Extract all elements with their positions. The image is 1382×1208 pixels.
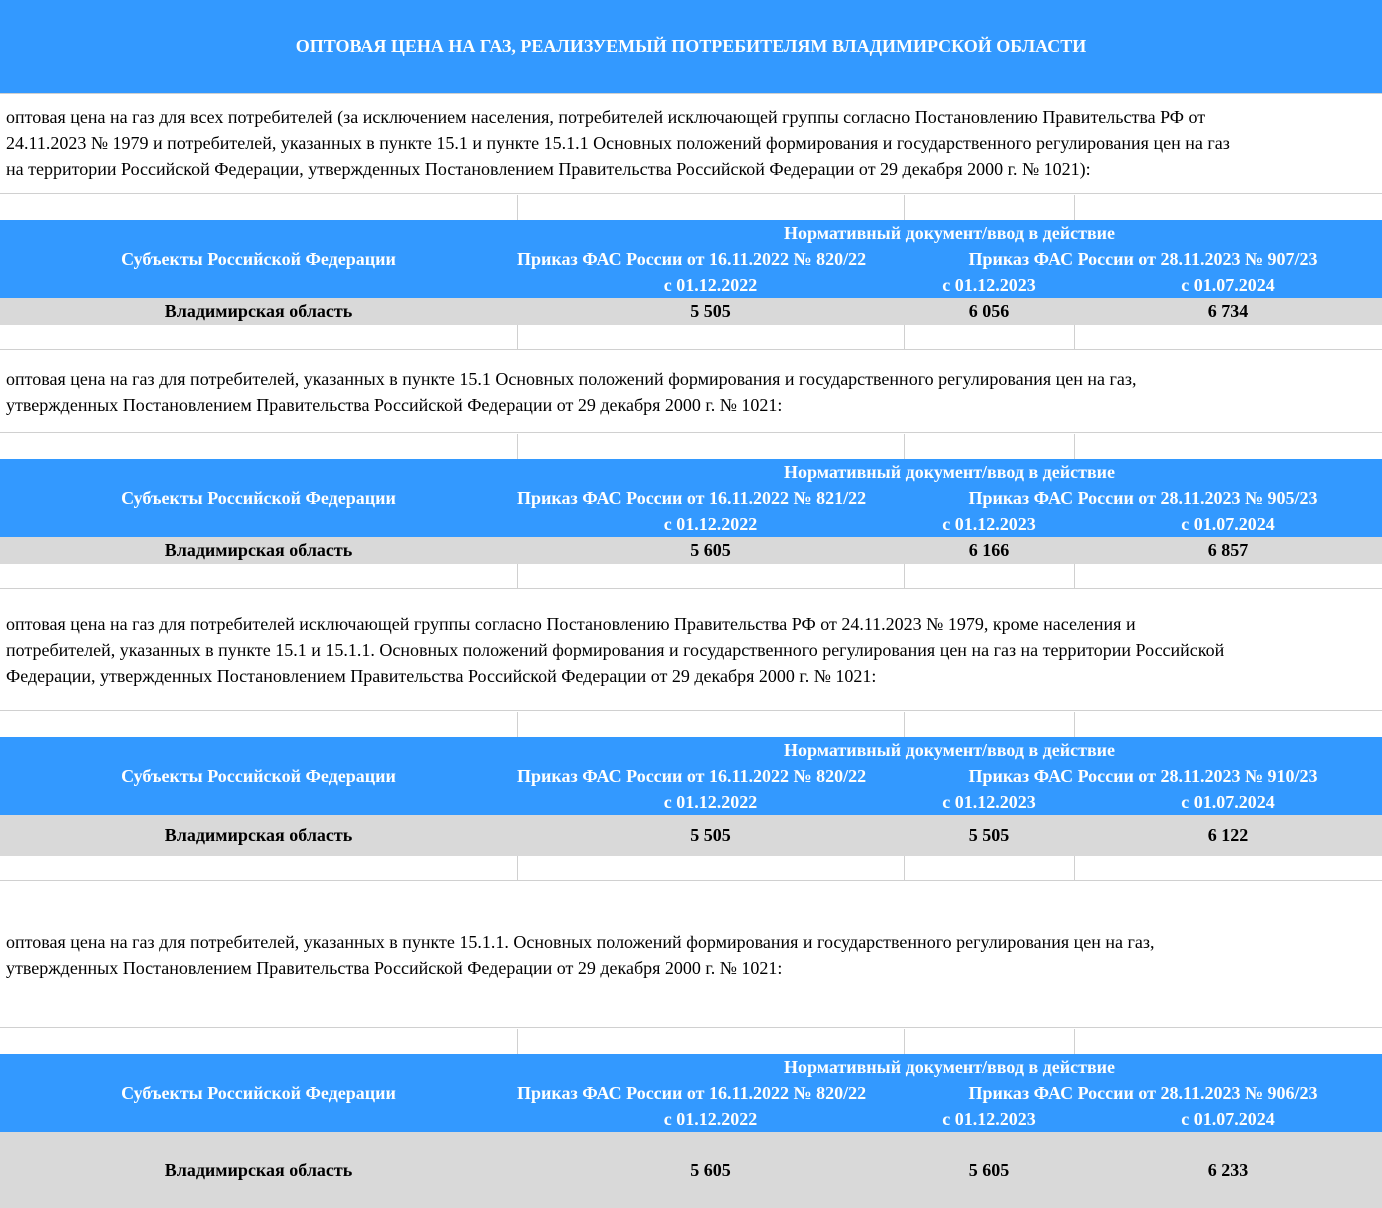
header-doc-2: Приказ ФАС России от 28.11.2023 № 910/23	[968, 766, 1318, 786]
value-cell-2: 6 056	[968, 301, 1010, 321]
description-line: оптовая цена на газ для потребителей, указанных в пункте 15.1 Основных положений формирования и государственного регулирования цен на газ,	[6, 368, 1137, 389]
description-line: оптовая цена на газ для всех потребителей (за исключением населения, потребителей исключающей группы согласно Постановлению Правительства РФ от	[6, 107, 1206, 127]
value-cell-1: 5 505	[690, 825, 731, 845]
value-cell-3: 6 857	[1207, 540, 1249, 560]
spacer-row	[0, 856, 1382, 881]
spacer-row	[0, 1029, 1382, 1054]
value-cell-1: 5 505	[690, 301, 731, 321]
page-title: ОПТОВАЯ ЦЕНА НА ГАЗ, РЕАЛИЗУЕМЫЙ ПОТРЕБИТЕЛЯМ ВЛАДИМИРСКОЙ ОБЛАСТИ	[0, 0, 1382, 94]
section-3-description	[0, 590, 1382, 711]
value-cell-2: 6 166	[968, 540, 1010, 560]
value-cell-2: 5 605	[968, 1159, 1010, 1180]
header-date-2: с 01.12.2023	[942, 1109, 1036, 1129]
header-subjects: Субъекты Российской Федерации	[121, 488, 396, 508]
section-1-description	[0, 94, 1382, 194]
table-4-header	[0, 1054, 1382, 1132]
spacer-row	[0, 712, 1382, 737]
header-date-2: с 01.12.2023	[942, 514, 1036, 534]
header-date-2: с 01.12.2023	[942, 792, 1036, 812]
header-normative: Нормативный документ/ввод в действие	[783, 223, 1116, 243]
value-cell-2: 5 505	[968, 825, 1010, 845]
header-subjects: Субъекты Российской Федерации	[121, 766, 396, 786]
value-cell-1: 5 605	[690, 1159, 731, 1180]
table-row	[0, 1132, 1382, 1208]
spacer-row	[0, 325, 1382, 350]
description-line: утвержденных Постановлением Правительства Российской Федерации от 29 декабря 2000 г. № 1021:	[6, 957, 783, 978]
spacer-row	[0, 195, 1382, 220]
header-doc-2: Приказ ФАС России от 28.11.2023 № 907/23	[968, 249, 1318, 269]
value-cell-3: 6 233	[1207, 1159, 1249, 1180]
value-cell-3: 6 122	[1207, 825, 1249, 845]
region-cell: Владимирская область	[164, 301, 353, 321]
header-normative: Нормативный документ/ввод в действие	[783, 1057, 1116, 1077]
table-1-header	[0, 220, 1382, 298]
header-doc-1: Приказ ФАС России от 16.11.2022 № 820/22	[517, 766, 867, 786]
header-subjects: Субъекты Российской Федерации	[121, 1083, 396, 1103]
spacer-row	[0, 434, 1382, 459]
header-normative: Нормативный документ/ввод в действие	[783, 462, 1116, 482]
region-cell: Владимирская область	[164, 1159, 353, 1180]
value-cell-3: 6 734	[1207, 301, 1249, 321]
header-doc-2: Приказ ФАС России от 28.11.2023 № 905/23	[968, 488, 1318, 508]
header-date-1: с 01.12.2022	[663, 514, 758, 534]
description-line: 24.11.2023 № 1979 и потребителей, указанных в пункте 15.1 и пункте 15.1.1 Основных положений формирования и государственного регулирования цен на газ	[6, 133, 1230, 153]
description-line: на территории Российской Федерации, утвержденных Постановлением Правительства Российской Федерации от 29 декабря 2000 г. № 1021):	[6, 159, 1091, 179]
table-2-header	[0, 459, 1382, 537]
header-date-1: с 01.12.2022	[663, 1109, 758, 1129]
header-date-1: с 01.12.2022	[663, 792, 758, 812]
header-doc-1: Приказ ФАС России от 16.11.2022 № 820/22	[517, 249, 867, 269]
region-cell: Владимирская область	[164, 540, 353, 560]
description-line: потребителей, указанных в пункте 15.1 и 15.1.1. Основных положений формирования и государственного регулирования цен на газ на территории Российской	[6, 640, 1225, 660]
section-4-description	[0, 882, 1382, 1028]
header-date-2: с 01.12.2023	[942, 275, 1036, 295]
header-date-3: с 01.07.2024	[1181, 275, 1275, 295]
header-normative: Нормативный документ/ввод в действие	[783, 740, 1116, 760]
table-row	[0, 298, 1382, 325]
header-date-1: с 01.12.2022	[663, 275, 758, 295]
header-doc-1: Приказ ФАС России от 16.11.2022 № 820/22	[517, 1083, 867, 1103]
section-2-description	[0, 351, 1382, 433]
value-cell-1: 5 605	[690, 540, 731, 560]
header-date-3: с 01.07.2024	[1181, 1109, 1275, 1129]
table-3-header	[0, 737, 1382, 815]
region-cell: Владимирская область	[164, 825, 353, 845]
header-date-3: с 01.07.2024	[1181, 792, 1275, 812]
spacer-row	[0, 564, 1382, 589]
table-row	[0, 815, 1382, 856]
description-line: утвержденных Постановлением Правительства Российской Федерации от 29 декабря 2000 г. № 1021:	[6, 394, 783, 415]
header-date-3: с 01.07.2024	[1181, 514, 1275, 534]
header-doc-1: Приказ ФАС России от 16.11.2022 № 821/22	[517, 488, 867, 508]
table-row	[0, 537, 1382, 564]
description-line: оптовая цена на газ для потребителей исключающей группы согласно Постановлению Правительства РФ от 24.11.2023 № 1979, кроме населения и	[6, 614, 1136, 634]
header-doc-2: Приказ ФАС России от 28.11.2023 № 906/23	[968, 1083, 1318, 1103]
description-line: Федерации, утвержденных Постановлением Правительства Российской Федерации от 29 декабря 2000 г. № 1021:	[6, 666, 877, 686]
header-subjects: Субъекты Российской Федерации	[121, 249, 396, 269]
description-line: оптовая цена на газ для потребителей, указанных в пункте 15.1.1. Основных положений формирования и государственного регулирования цен на газ,	[6, 931, 1155, 952]
